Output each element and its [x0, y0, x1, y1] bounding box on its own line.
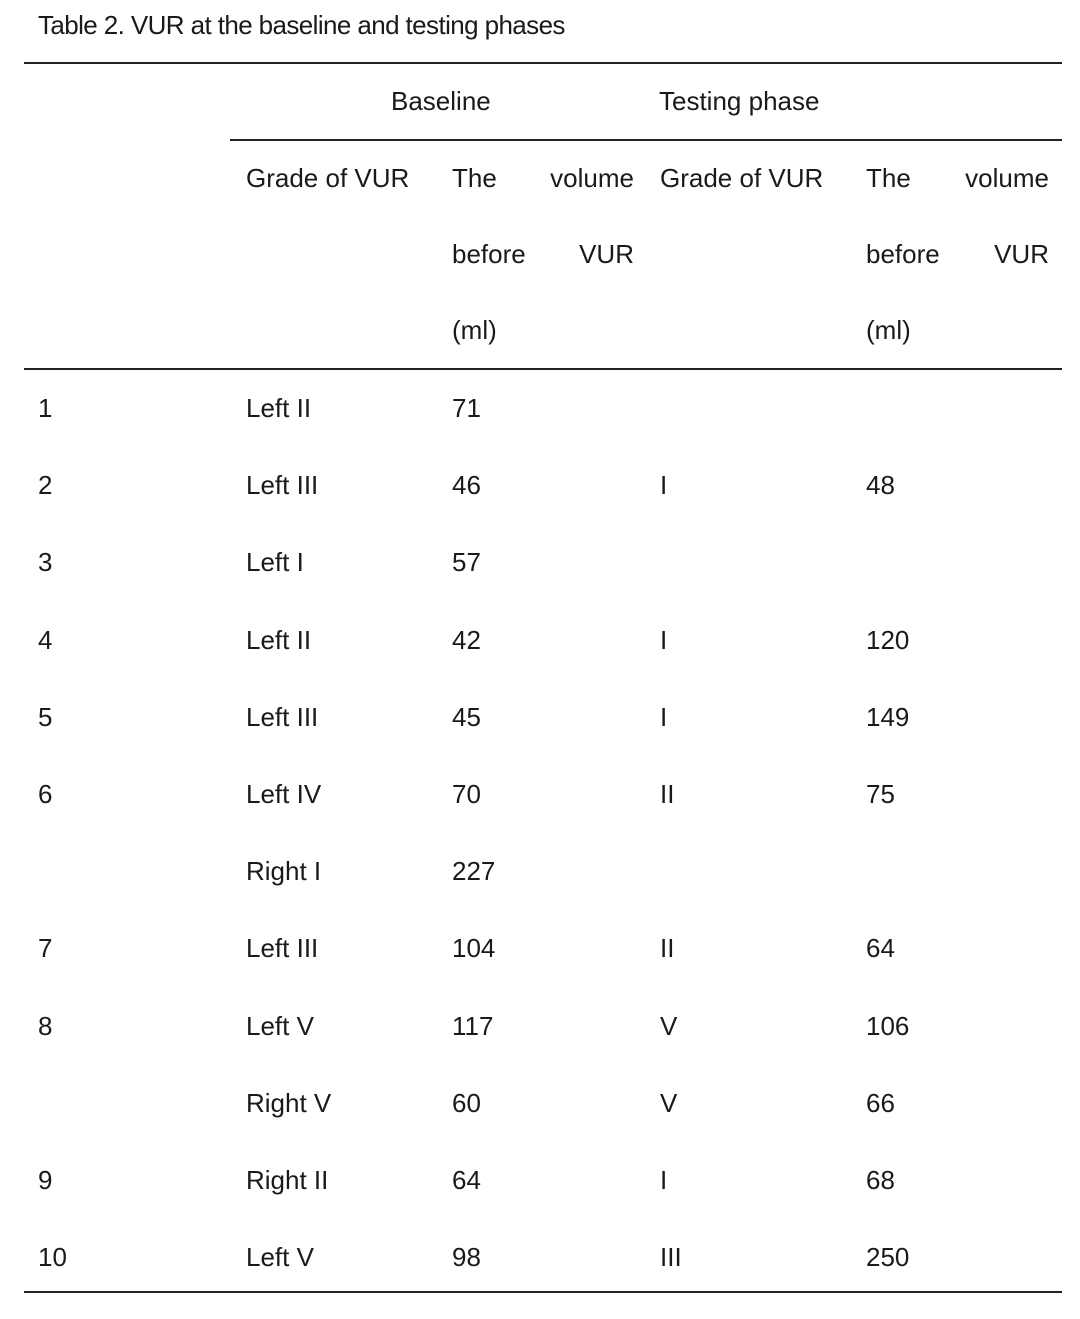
baseline-grade: Right V — [246, 1087, 332, 1118]
top-rule — [24, 62, 1062, 64]
testing-grade: V — [660, 1087, 678, 1118]
table-row — [0, 547, 1080, 624]
testing-volume: 250 — [866, 1242, 910, 1273]
case-number: 10 — [38, 1242, 67, 1273]
table-caption: Table 2. VUR at the baseline and testing phases — [38, 10, 565, 40]
case-number: 3 — [38, 547, 53, 578]
group-rule — [230, 139, 1062, 141]
header-testing-volume-word: before — [866, 239, 940, 269]
table-row — [0, 1165, 1080, 1242]
testing-volume: 75 — [866, 778, 895, 809]
case-number: 6 — [38, 778, 53, 809]
table-row — [0, 933, 1080, 1010]
baseline-volume: 42 — [452, 624, 481, 655]
table-row — [0, 393, 1080, 470]
testing-volume: 66 — [866, 1087, 895, 1118]
header-baseline-volume-word: VUR — [579, 239, 634, 269]
baseline-volume: 98 — [452, 1242, 481, 1273]
testing-volume: 48 — [866, 470, 895, 501]
baseline-grade: Left II — [246, 624, 312, 655]
baseline-grade: Left V — [246, 1242, 314, 1273]
table-row — [0, 1088, 1080, 1165]
case-number: 8 — [38, 1010, 53, 1041]
baseline-volume: 60 — [452, 1087, 481, 1118]
testing-grade: I — [660, 624, 668, 655]
testing-grade: I — [660, 701, 668, 732]
header-group-testing: Testing phase — [659, 86, 820, 116]
testing-grade: I — [660, 470, 668, 501]
baseline-volume: 117 — [452, 1010, 494, 1041]
baseline-grade: Left III — [246, 470, 319, 501]
testing-volume: 120 — [866, 624, 910, 655]
header-baseline-volume-word: before — [452, 239, 526, 269]
baseline-volume: 71 — [452, 393, 481, 423]
testing-grade: II — [660, 933, 675, 964]
header-testing-volume-word: The — [866, 163, 911, 193]
baseline-grade: Left III — [246, 701, 319, 732]
header-baseline-volume-word: The — [452, 163, 497, 193]
header-rule — [24, 368, 1062, 370]
header-baseline-volume-line1 — [452, 163, 634, 193]
table-row — [0, 1011, 1080, 1088]
header-testing-volume-line2 — [866, 239, 1049, 269]
case-number: 2 — [38, 470, 53, 501]
header-testing-volume-word: volume — [965, 163, 1049, 193]
baseline-volume: 64 — [452, 1164, 481, 1195]
table-row — [0, 702, 1080, 779]
header-testing-volume-unit: (ml) — [866, 315, 911, 345]
testing-grade: II — [660, 778, 675, 809]
header-testing-grade: Grade of VUR — [660, 163, 824, 193]
header-group-baseline: Baseline — [391, 86, 491, 116]
case-number: 1 — [38, 393, 53, 423]
baseline-grade: Left I — [246, 547, 304, 578]
header-baseline-volume-word: volume — [550, 163, 634, 193]
testing-volume: 68 — [866, 1164, 895, 1195]
baseline-grade: Left IV — [246, 778, 322, 809]
table-row — [0, 779, 1080, 856]
baseline-volume: 70 — [452, 778, 481, 809]
table-row — [0, 470, 1080, 547]
testing-grade: V — [660, 1010, 678, 1041]
baseline-grade: Right II — [246, 1164, 329, 1195]
baseline-volume: 104 — [452, 933, 496, 964]
header-baseline-volume-unit: (ml) — [452, 315, 497, 345]
table-body — [0, 393, 1080, 1319]
baseline-grade: Right I — [246, 856, 322, 887]
testing-volume: 149 — [866, 701, 910, 732]
testing-grade: III — [660, 1242, 682, 1273]
table-row — [0, 625, 1080, 702]
baseline-volume: 57 — [452, 547, 481, 578]
baseline-grade: Left II — [246, 393, 312, 423]
case-number: 5 — [38, 701, 53, 732]
baseline-volume: 45 — [452, 701, 481, 732]
bottom-rule — [24, 1291, 1062, 1293]
testing-grade: I — [660, 1164, 668, 1195]
header-testing-volume-line1 — [866, 163, 1049, 193]
header-baseline-grade: Grade of VUR — [246, 163, 410, 193]
baseline-grade: Left III — [246, 933, 319, 964]
baseline-grade: Left V — [246, 1010, 314, 1041]
case-number: 4 — [38, 624, 53, 655]
header-baseline-volume-line2 — [452, 239, 634, 269]
baseline-volume: 227 — [452, 856, 496, 887]
testing-volume: 106 — [866, 1010, 910, 1041]
header-testing-volume-word: VUR — [994, 239, 1049, 269]
case-number: 9 — [38, 1164, 53, 1195]
baseline-volume: 46 — [452, 470, 481, 501]
table-row — [0, 856, 1080, 933]
table-row — [0, 1242, 1080, 1319]
case-number: 7 — [38, 933, 53, 964]
testing-volume: 64 — [866, 933, 895, 964]
